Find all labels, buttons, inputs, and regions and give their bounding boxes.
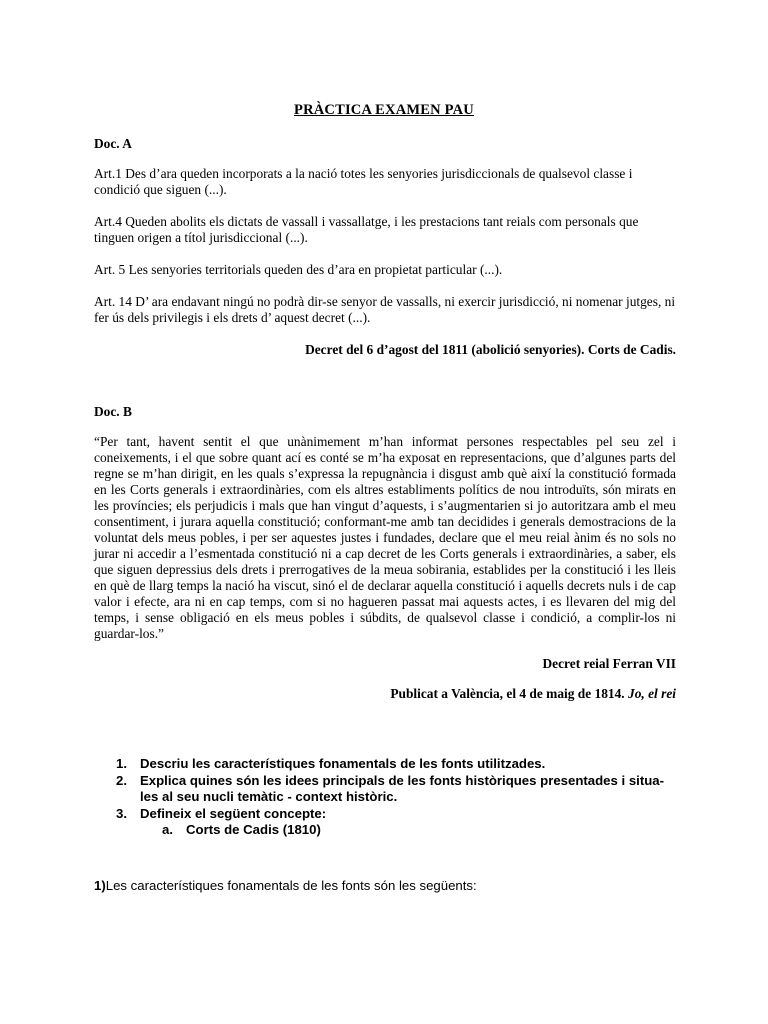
doc-b-heading: Doc. B: [94, 404, 132, 419]
doc-b-quote: “Per tant, havent sentit el que unànimement m’han informat persones respectables pel seu zel i coneixements, i el que sobre quant ací es conté se m’ha exposat en representacions, que d’algunes parts del regne se m’han dirigit, en les quals s’expressa la repugnància i disgust amb què així la constitució formada en les Corts generals i extraordinàries, com els altres establiments polítics de nou introduïts, són mirats en les províncies; els perjudicis i mals que han vingut d’aquests, i s’augmentarien si jo autoritzara amb el meu consentiment, i jurara aquella constitució; conformant-me amb tan decidides i generals demostracions de la voluntat dels meus pobles, i per ser aquestes justes i fundades, declare que el meu reial ànim és no sols no jurar ni accedir a l’esmentada constitució ni a cap decret de les Corts generals i extraordinàries, a saber, els que siguen depressius dels drets i prerrogatives de la meua sobirania, establides per la constitució i les lleis en què de llarg temps la nació ha viscut, sinó el de declarar aquella constitució i aquells decrets nuls i de cap valor i efecte, ara ni en cap temps, com si no hagueren passat mai aquests actes, i es llevaren del mig del temps, i sense obligació en els meus pobles i súbdits, de qualsevol classe i condició, a complir-los ni guardar-los.”: [94, 434, 676, 641]
question-text: Explica quines són les idees principals de les fonts històriques presentades i situa-les al seu nucli temàtic - context històric.: [140, 772, 664, 804]
answer-number: 1): [94, 878, 106, 893]
question-text: Descriu les característiques fonamentals de les fonts utilitzades.: [140, 756, 546, 771]
doc-b-source-publication: [94, 686, 676, 702]
page-title: PRÀCTICA EXAMEN PAU: [294, 102, 474, 118]
subquestion-letter: a.: [162, 822, 173, 837]
question-text: Defineix el següent concepte:: [140, 805, 327, 821]
article-5: Art. 5 Les senyories territorials queden des d’ara en propietat particular (...).: [94, 262, 503, 277]
article-1: Art.1 Des d’ara queden incorporats a la nació totes les senyories jurisdiccionals de qualsevol classe i condició que siguen (...).: [94, 166, 633, 197]
doc-a-section: [94, 136, 676, 358]
question-item: [116, 806, 676, 823]
doc-b-signature: Jo, el rei: [628, 686, 676, 701]
article-14: Art. 14 D’ ara endavant ningú no podrà dir-se senyor de vassalls, ni exercir jurisdicció, ni nomenar jutges, ni fer ús dels privilegis i els drets d’ aquest decret (...).: [94, 294, 676, 325]
answer-text: Les característiques fonamentals de les fonts són les següents:: [105, 878, 477, 893]
answer-line: [94, 878, 477, 894]
doc-a-heading: Doc. A: [94, 136, 132, 151]
question-list: [116, 756, 676, 839]
subquestion-text: Corts de Cadis (1810): [186, 822, 321, 837]
question-number: 1.: [116, 756, 127, 771]
doc-a-source: Decret del 6 d’agost del 1811 (abolició senyories). Corts de Cadis.: [305, 342, 676, 357]
article-4: Art.4 Queden abolits els dictats de vassall i vassallatge, i les prestacions tant reials com personals que tinguen origen a títol jurisdiccional (...).: [94, 214, 639, 245]
doc-b-section: [94, 404, 676, 702]
question-item: [116, 773, 676, 806]
doc-b-publication-place-date: Publicat a València, el 4 de maig de 1814.: [390, 686, 625, 701]
question-number: 3.: [116, 805, 127, 821]
doc-b-source-author: Decret reial Ferran VII: [542, 656, 676, 671]
question-item: [116, 756, 676, 773]
question-number: 2.: [116, 772, 127, 788]
subquestion-item: [116, 822, 676, 839]
